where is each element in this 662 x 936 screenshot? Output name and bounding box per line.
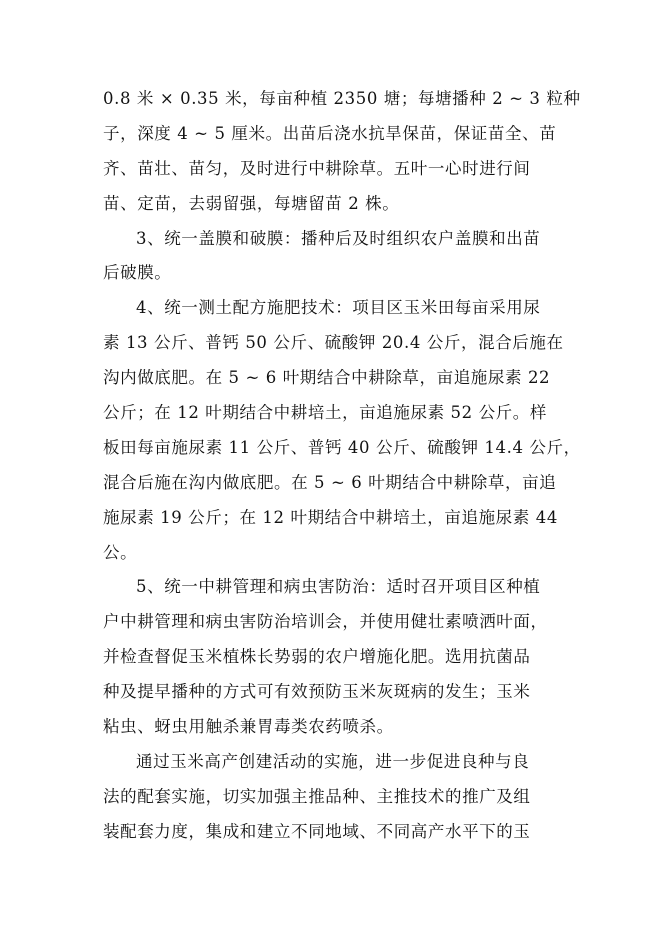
text-line: 装配套力度，集成和建立不同地域、不同高产水平下的玉: [103, 821, 531, 841]
text-line: 粘虫、蚜虫用触杀兼胃毒类农药喷杀。: [103, 717, 394, 737]
section-3-heading-line: 3、统一盖膜和破膜：播种后及时组织农户盖膜和出苗: [136, 228, 541, 248]
text-line: 公。: [103, 542, 138, 562]
text-line: 子，深度 4 ~ 5 厘米。出苗后浇水抗旱保苗，保证苗全、苗: [103, 123, 557, 143]
text-line: 种及提早播种的方式可有效预防玉米灰斑病的发生；玉米: [103, 682, 531, 702]
text-line: 板田每亩施尿素 11 公斤、普钙 40 公斤、硫酸钾 14.4 公斤，: [103, 437, 581, 457]
text-line: 混合后施在沟内做底肥。在 5 ~ 6 叶期结合中耕除草，亩追: [103, 472, 557, 492]
text-line: 齐、苗壮、苗匀，及时进行中耕除草。五叶一心时进行间: [103, 158, 531, 178]
body-text: [103, 82, 581, 850]
text-line: 0.8 米 × 0.35 米，每亩种植 2350 塘；每塘播种 2 ~ 3 粒种: [103, 89, 581, 108]
text-line: 法的配套实施，切实加强主推品种、主推技术的推广及组: [103, 786, 531, 806]
text-line: 素 13 公斤、普钙 50 公斤、硫酸钾 20.4 公斤，混合后施在: [103, 333, 564, 353]
section-5-heading-line: 5、统一中耕管理和病虫害防治：适时召开项目区种植: [136, 577, 541, 597]
text-line: 并检查督促玉米植株长势弱的农户增施化肥。选用抗菌品: [103, 647, 531, 667]
text-line: 沟内做底肥。在 5 ~ 6 叶期结合中耕除草，亩追施尿素 22: [103, 368, 551, 388]
text-line: 公斤；在 12 叶期结合中耕培土，亩追施尿素 52 公斤。样: [103, 403, 547, 423]
text-line: 苗、定苗，去弱留强，每塘留苗 2 株。: [103, 193, 400, 213]
text-line: 施尿素 19 公斤；在 12 叶期结合中耕培土，亩追施尿素 44: [103, 507, 558, 527]
text-line: 后破膜。: [103, 263, 172, 283]
section-4-heading-line: 4、统一测土配方施肥技术：项目区玉米田每亩采用尿: [136, 298, 541, 318]
text-line: 户中耕管理和病虫害防治培训会，并使用健壮素喷洒叶面，: [103, 612, 548, 632]
summary-paragraph-line: 通过玉米高产创建活动的实施，进一步促进良种与良: [136, 751, 530, 771]
